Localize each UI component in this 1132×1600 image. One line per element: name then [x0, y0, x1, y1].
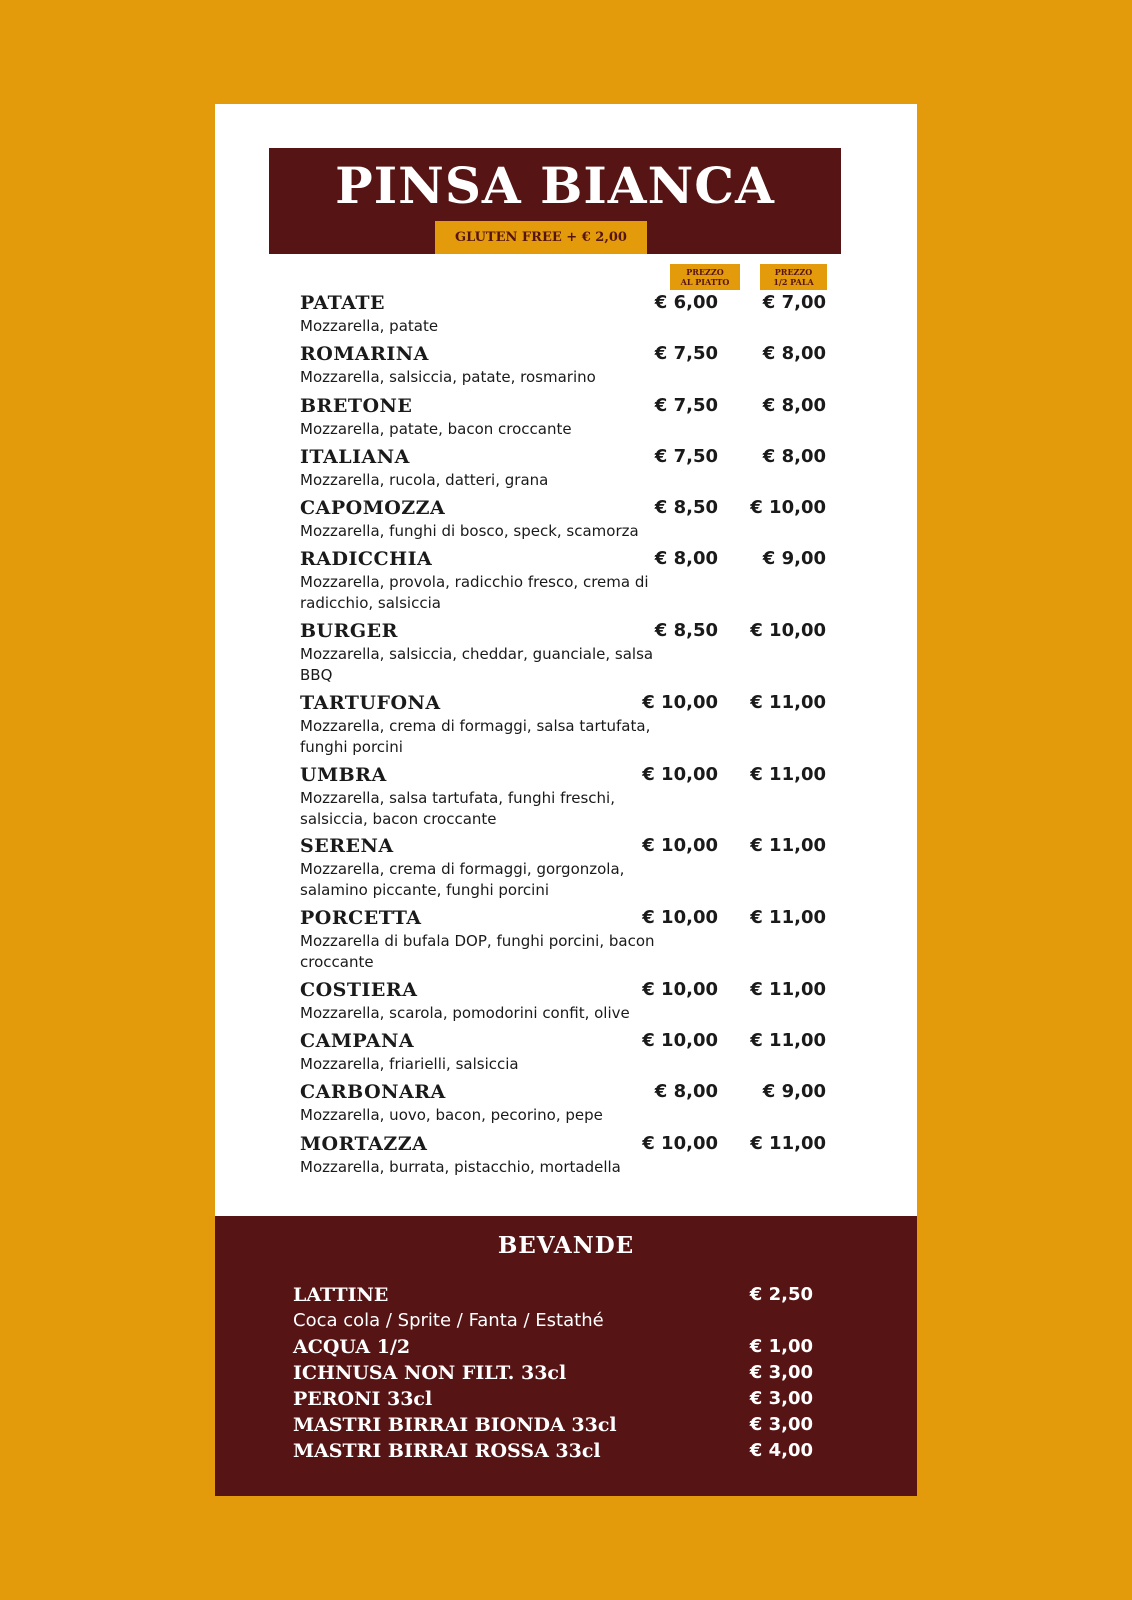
- menu-item: [300, 762, 840, 830]
- drink-price: € 4,00: [749, 1440, 813, 1461]
- menu-item-name: PATATE: [300, 292, 386, 314]
- menu-item-description: Mozzarella, rucola, datteri, grana: [300, 471, 549, 489]
- menu-item-description: Mozzarella, crema di formaggi, salsa tartufata, funghi porcini: [300, 717, 651, 756]
- drink-name: ICHNUSA NON FILT. 33cl: [293, 1362, 567, 1384]
- menu-item-name: UMBRA: [300, 764, 387, 786]
- drink-name: PERONI 33cl: [293, 1388, 433, 1410]
- menu-item: [300, 833, 840, 901]
- drink-description: Coca cola / Sprite / Fanta / Estathé: [293, 1310, 604, 1331]
- menu-item-description: Mozzarella, patate, bacon croccante: [300, 420, 572, 438]
- menu-item-description: Mozzarella, provola, radicchio fresco, crema di radicchio, salsiccia: [300, 573, 649, 612]
- page-title: PINSA BIANCA: [335, 156, 775, 215]
- menu-item: [300, 393, 840, 440]
- menu-item-description: Mozzarella, friarielli, salsiccia: [300, 1055, 519, 1073]
- menu-item: [300, 977, 840, 1024]
- drink-item: [293, 1282, 813, 1331]
- menu-item-name: CAPOMOZZA: [300, 497, 446, 519]
- drink-name: MASTRI BIRRAI BIONDA 33cl: [293, 1414, 617, 1436]
- menu-item-description: Mozzarella, patate: [300, 317, 439, 335]
- menu-item: [300, 495, 840, 542]
- price-mezza-pala: € 11,00: [750, 907, 826, 928]
- menu-item-description: Mozzarella, salsiccia, patate, rosmarino: [300, 368, 596, 386]
- menu-item: [300, 1028, 840, 1075]
- menu-item-name: ROMARINA: [300, 343, 429, 365]
- gluten-free-badge: GLUTEN FREE + € 2,00: [435, 221, 647, 254]
- price-piatto: € 10,00: [642, 692, 718, 713]
- drink-price: € 3,00: [749, 1414, 813, 1435]
- column-header-piatto-label: PREZZO AL PIATTO: [680, 267, 730, 287]
- menu-item-description: Mozzarella, crema di formaggi, gorgonzola, salamino piccante, funghi porcini: [300, 860, 625, 899]
- drink-item: [293, 1386, 813, 1412]
- price-piatto: € 10,00: [642, 979, 718, 1000]
- price-piatto: € 10,00: [642, 835, 718, 856]
- menu-item-name: CARBONARA: [300, 1081, 446, 1103]
- drink-name: LATTINE: [293, 1284, 389, 1306]
- menu-item: [300, 690, 840, 758]
- drink-name: ACQUA 1/2: [293, 1336, 411, 1358]
- drink-item: [293, 1438, 813, 1464]
- column-header-pala-label: PREZZO 1/2 PALA: [773, 267, 814, 287]
- price-mezza-pala: € 8,00: [762, 446, 826, 467]
- menu-item-name: COSTIERA: [300, 979, 418, 1001]
- price-mezza-pala: € 7,00: [762, 292, 826, 313]
- menu-item-description: Mozzarella, burrata, pistacchio, mortadella: [300, 1158, 621, 1176]
- price-piatto: € 10,00: [642, 907, 718, 928]
- price-piatto: € 8,50: [654, 620, 718, 641]
- price-mezza-pala: € 10,00: [750, 497, 826, 518]
- menu-item-name: ITALIANA: [300, 446, 410, 468]
- menu-card: [215, 104, 917, 1496]
- menu-item: [300, 618, 840, 686]
- price-piatto: € 10,00: [642, 1030, 718, 1051]
- column-header-piatto: [670, 264, 740, 290]
- price-piatto: € 7,50: [654, 395, 718, 416]
- price-piatto: € 8,50: [654, 497, 718, 518]
- drink-price: € 2,50: [749, 1284, 813, 1305]
- price-mezza-pala: € 11,00: [750, 1133, 826, 1154]
- menu-item-description: Mozzarella, salsiccia, cheddar, guanciale, salsa BBQ: [300, 645, 654, 684]
- drink-price: € 3,00: [749, 1362, 813, 1383]
- price-piatto: € 10,00: [642, 764, 718, 785]
- price-piatto: € 10,00: [642, 1133, 718, 1154]
- drink-price: € 1,00: [749, 1336, 813, 1357]
- drinks-title: BEVANDE: [497, 1232, 635, 1259]
- menu-item: [300, 1131, 840, 1178]
- drink-item: [293, 1412, 813, 1438]
- price-mezza-pala: € 10,00: [750, 620, 826, 641]
- menu-item-description: Mozzarella, uovo, bacon, pecorino, pepe: [300, 1106, 603, 1124]
- menu-item: [300, 546, 840, 614]
- drink-item: [293, 1334, 813, 1360]
- drink-price: € 3,00: [749, 1388, 813, 1409]
- menu-item-name: MORTAZZA: [300, 1133, 428, 1155]
- title-banner: [269, 148, 841, 254]
- price-piatto: € 7,50: [654, 446, 718, 467]
- menu-item-description: Mozzarella, salsa tartufata, funghi freschi, salsiccia, bacon croccante: [300, 789, 615, 828]
- price-mezza-pala: € 11,00: [750, 979, 826, 1000]
- menu-item-name: RADICCHIA: [300, 548, 433, 570]
- menu-item: [300, 290, 840, 337]
- menu-item: [300, 905, 840, 973]
- drink-name: MASTRI BIRRAI ROSSA 33cl: [293, 1440, 601, 1462]
- menu-item-name: TARTUFONA: [300, 692, 441, 714]
- menu-item-name: BURGER: [300, 620, 398, 642]
- price-mezza-pala: € 11,00: [750, 835, 826, 856]
- price-mezza-pala: € 11,00: [750, 692, 826, 713]
- drink-item: [293, 1360, 813, 1386]
- price-mezza-pala: € 8,00: [762, 395, 826, 416]
- price-piatto: € 8,00: [654, 548, 718, 569]
- price-piatto: € 6,00: [654, 292, 718, 313]
- menu-item-name: BRETONE: [300, 395, 413, 417]
- menu-item-name: PORCETTA: [300, 907, 422, 929]
- menu-item: [300, 444, 840, 491]
- menu-item-description: Mozzarella, funghi di bosco, speck, scamorza: [300, 522, 639, 540]
- price-mezza-pala: € 9,00: [762, 548, 826, 569]
- menu-item-name: SERENA: [300, 835, 394, 857]
- price-mezza-pala: € 9,00: [762, 1081, 826, 1102]
- menu-item: [300, 1079, 840, 1126]
- menu-item-description: Mozzarella di bufala DOP, funghi porcini, bacon croccante: [300, 932, 655, 971]
- menu-item: [300, 341, 840, 388]
- price-mezza-pala: € 8,00: [762, 343, 826, 364]
- price-piatto: € 8,00: [654, 1081, 718, 1102]
- menu-item-name: CAMPANA: [300, 1030, 415, 1052]
- price-mezza-pala: € 11,00: [750, 764, 826, 785]
- price-mezza-pala: € 11,00: [750, 1030, 826, 1051]
- drinks-section: [215, 1216, 917, 1496]
- menu-item-description: Mozzarella, scarola, pomodorini confit, olive: [300, 1004, 630, 1022]
- price-piatto: € 7,50: [654, 343, 718, 364]
- column-header-pala: [760, 264, 827, 290]
